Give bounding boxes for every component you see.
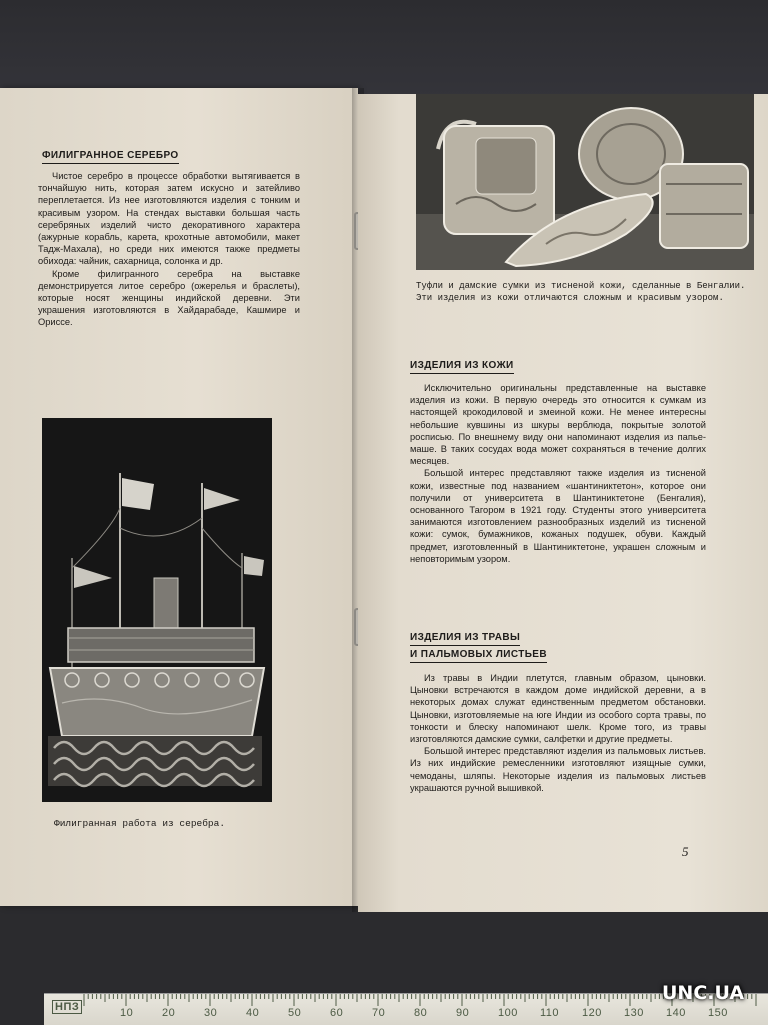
leather-text: [410, 382, 706, 565]
background: [0, 0, 768, 100]
ruler-ticks: [44, 994, 768, 1025]
filigree-photo-caption: Филигранная работа из серебра.: [54, 818, 226, 829]
section-heading-filigree: ФИЛИГРАННОЕ СЕРЕБРО: [42, 150, 179, 164]
section-heading-palm: И ПАЛЬМОВЫХ ЛИСТЬЕВ: [410, 649, 547, 663]
ruler-number: 140: [666, 1007, 686, 1019]
paragraph: Кроме филигранного серебра на выставке демонстрируется литое серебро (ожерелья и браслеты), которые носят женщины индийской деревни. Эти украшения изготовляются в Хайдарабаде, Кашмире и Ориссе.: [38, 268, 300, 328]
leather-photo-caption: Туфли и дамские сумки из тисненой кожи, сделанные в Бенгалии. Эти изделия из кожи отличаются сложным и красивым узором.: [416, 281, 746, 303]
ruler-number: 100: [498, 1007, 518, 1019]
ruler-number: 150: [708, 1007, 728, 1019]
filigree-text: [38, 170, 300, 329]
ruler-number: 120: [582, 1007, 602, 1019]
paragraph: Большой интерес представляют изделия из пальмовых листьев. Из них индийские ремесленники изготовляют изящные сумки, чемоданы, шляпы. Некоторые изделия из пальмовых листьев украшаются ручной вышивкой.: [410, 746, 706, 793]
paragraph: Большой интерес представляют также изделия из тисненой кожи, известные под названием «шантиниктетон», которое они получили от университета в Шантиниктетоне (Бенгалия), основанного Тагором в 1921 году. Студенты этого университета занимаются изготовлением разнообразных изделий из тисненой кожи: сумок, бумажников, кожаных подушек, обуви. Каждый предмет, изготовленный в Шантиниктетоне, украшен сложным и неповторимым узором.: [410, 468, 706, 564]
ruler-number: 80: [414, 1007, 428, 1019]
ruler-number: 90: [456, 1007, 470, 1019]
ruler-number: 20: [162, 1007, 176, 1019]
ruler-number: 50: [288, 1007, 302, 1019]
ruler-number: 110: [540, 1007, 560, 1019]
section-heading-grass: ИЗДЕЛИЯ ИЗ ТРАВЫ: [410, 632, 520, 646]
paragraph: Из травы в Индии плетутся, главным образом, цыновки. Цыновки встречаются в каждом доме индийской деревни, а в некоторых домах служат единственным предметом обстановки. Цыновки, изготовляемые на юге Индии из особого сорта травы, по тонкости и блеску напоминают шелк. Кроме того, из травы изготовляются дамские сумки, салфетки и другие предметы.: [410, 673, 706, 745]
filigree-ship-photo: [42, 418, 272, 802]
left-page: [0, 88, 358, 906]
right-page: [358, 94, 768, 912]
page-number: 5: [682, 844, 689, 859]
ruler-number: 60: [330, 1007, 344, 1019]
ruler-number: 40: [246, 1007, 260, 1019]
grass-text: [410, 672, 706, 794]
ruler-brand: НПЗ: [52, 1000, 82, 1014]
ruler-number: 70: [372, 1007, 386, 1019]
ruler-number: 10: [120, 1007, 134, 1019]
watermark-logo: UNC.UA: [662, 982, 745, 1004]
ruler: [44, 993, 768, 1025]
paragraph: Чистое серебро в процессе обработки вытягивается в тончайшую нить, которая затем искусно и затейливо переплетается. Из нее изготовляются изделия с тонким и красивым узором. На стендах выставки большая часть серебряных изделий чисто декоративного характера (ажурные корабль, карета, крохотные автомобили, макет Тадж-Махала), но среди них имеются также предметы обихода: чайник, сахарница, солонка и др.: [38, 171, 300, 267]
paragraph: Исключительно оригинальны представленные на выставке изделия из кожи. В первую очередь это относится к сумкам из настоящей крокодиловой и змеиной кожи. Не менее интересны небольшие кувшины из шкуры верблюда, покрытые золотой росписью. По внешнему виду они напоминают изделия из папье-маше. В таких сосудах вода может сохраняться в течение долгих месяцев.: [410, 383, 706, 467]
leather-goods-illustration: [416, 94, 754, 270]
ruler-number: 130: [624, 1007, 644, 1019]
ruler-number: 30: [204, 1007, 218, 1019]
section-heading-leather: ИЗДЕЛИЯ ИЗ КОЖИ: [410, 360, 514, 374]
leather-goods-photo: [416, 94, 754, 270]
ship-illustration: [42, 418, 272, 802]
